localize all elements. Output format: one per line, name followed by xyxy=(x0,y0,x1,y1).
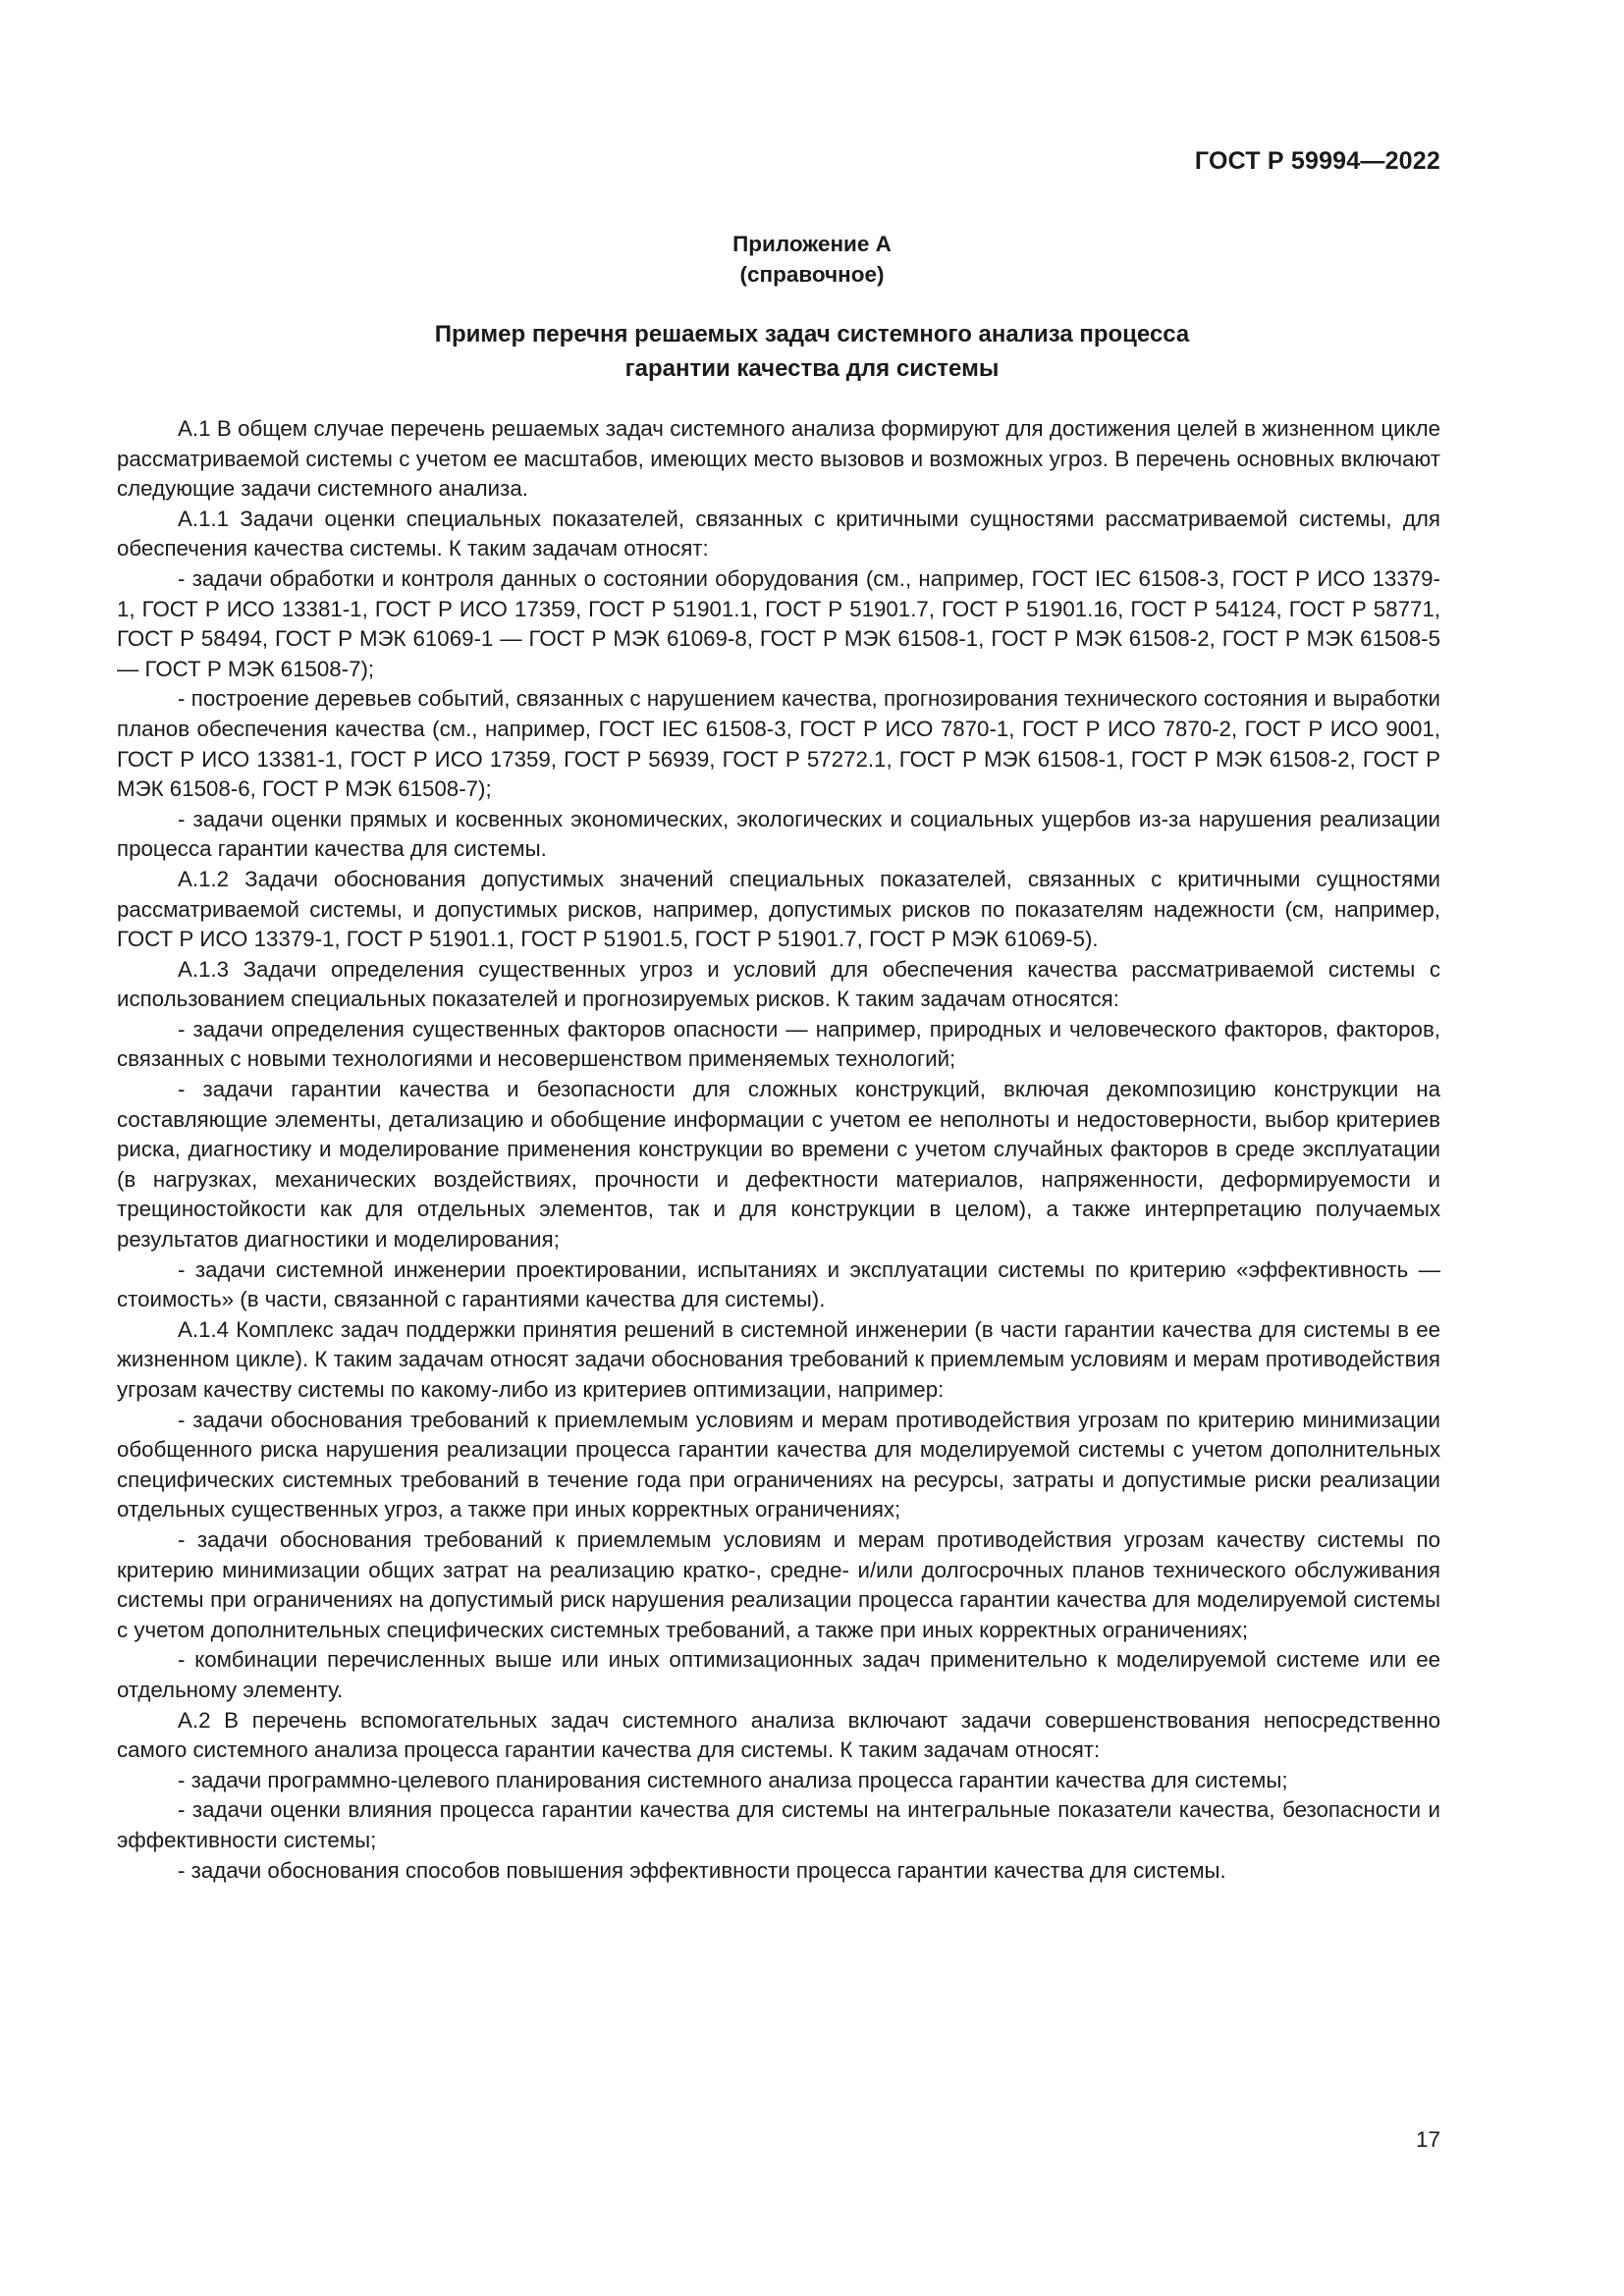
annex-title-line-2: гарантии качества для системы xyxy=(624,355,1000,382)
annex-title xyxy=(0,317,1624,386)
paragraph-a1-3: А.1.3 Задачи определения существенных угроз и условий для обеспечения качества рассматриваемой системы с использованием специальных показателей и прогнозируемых рисков. К таким задачам относятся: xyxy=(117,956,1440,1012)
list-item: - задачи гарантии качества и безопасности для сложных конструкций, включая декомпозицию конструкции на составляющие элементы, детализацию и обобщение информации с учетом ее неполноты и недостоверности, выбор критериев риска, диагностику и моделирование применения конструкции во времени с учетом случайных факторов в среде эксплуатации (в нагрузках, механических воздействиях, прочности и дефектности материалов, напряженности, деформируемости и трещиностойкости как для отдельных элементов, так и для конструкции в целом), а также интерпретацию получаемых результатов диагностики и моделирования; xyxy=(117,1077,1440,1253)
document-code: ГОСТ Р 59994—2022 xyxy=(1194,147,1440,175)
list-item: - построение деревьев событий, связанных с нарушением качества, прогнозирования технического состояния и выработки планов обеспечения качества (см., например, ГОСТ IEC 61508-3, ГОСТ Р ИСО 7870-1, ГОСТ Р ИСО 7870-2, ГОСТ Р ИСО 9001, ГОСТ Р ИСО 13381-1, ГОСТ Р ИСО 17359, ГОСТ Р 56939, ГОСТ Р 57272.1, ГОСТ Р МЭК 61508-1, ГОСТ Р МЭК 61508-2, ГОСТ Р МЭК 61508-6, ГОСТ Р МЭК 61508-7); xyxy=(117,686,1440,802)
list-item: - задачи обработки и контроля данных о состоянии оборудования (см., например, ГОСТ IEC 61508-3, ГОСТ Р ИСО 13379-1, ГОСТ Р ИСО 13381-1, ГОСТ Р ИСО 17359, ГОСТ Р 51901.1, ГОСТ Р 51901.7, ГОСТ Р 51901.16, ГОСТ Р 54124, ГОСТ Р 58771, ГОСТ Р 58494, ГОСТ Р МЭК 61069-1 — ГОСТ Р МЭК 61069-8, ГОСТ Р МЭК 61508-1, ГОСТ Р МЭК 61508-2, ГОСТ Р МЭК 61508-5 — ГОСТ Р МЭК 61508-7); xyxy=(117,565,1440,681)
annex-status: (справочное) xyxy=(739,262,885,287)
list-item: - задачи оценки прямых и косвенных экономических, экологических и социальных ущербов из-за нарушения реализации процесса гарантии качества для системы. xyxy=(117,806,1440,862)
list-item: - задачи обоснования требований к приемлемым условиям и мерам противодействия угрозам качеству системы по критерию минимизации общих затрат на реализацию кратко-, средне- и/или долгосрочных планов технического обслуживания системы при ограничениях на допустимый риск нарушения реализации процесса гарантии качества для моделируемой системы с учетом дополнительных специфических системных требований, а также при иных корректных ограничениях; xyxy=(117,1526,1440,1642)
list-item: - задачи программно-целевого планирования системного анализа процесса гарантии качества для системы; xyxy=(178,1767,1288,1792)
list-item: - задачи обоснования способов повышения эффективности процесса гарантии качества для системы. xyxy=(178,1857,1226,1883)
paragraph-a1-1: А.1.1 Задачи оценки специальных показателей, связанных с критичными сущностями рассматриваемой системы, для обеспечения качества системы. К таким задачам относят: xyxy=(117,506,1440,561)
list-item: - задачи определения существенных факторов опасности — например, природных и человеческого факторов, факторов, связанных с новыми технологиями и несовершенством применяемых технологий; xyxy=(117,1016,1440,1072)
document-body xyxy=(117,414,1440,1886)
list-item: - комбинации перечисленных выше или иных оптимизационных задач применительно к моделируемой системе или ее отдельному элементу. xyxy=(117,1647,1440,1702)
annex-title-line-1: Пример перечня решаемых задач системного анализа процесса xyxy=(434,321,1190,347)
list-item: - задачи обоснования требований к приемлемым условиям и мерам противодействия угрозам по критерию минимизации обобщенного риска нарушения реализации процесса гарантии качества для моделируемой системы с учетом дополнительных специфических системных требований в течение года при ограничениях на ресурсы, затраты и допустимые риски реализации отдельных существенных угроз, а также при иных корректных ограничениях; xyxy=(117,1407,1440,1522)
paragraph-a1-2: А.1.2 Задачи обоснования допустимых значений специальных показателей, связанных с критичными сущностями рассматриваемой системы, и допустимых рисков, например, допустимых рисков по показателям надежности (см, например, ГОСТ Р ИСО 13379-1, ГОСТ Р 51901.1, ГОСТ Р 51901.5, ГОСТ Р 51901.7, ГОСТ Р МЭК 61069-5). xyxy=(117,866,1440,952)
page-number: 17 xyxy=(1415,2127,1440,2152)
annex-label: Приложение А xyxy=(732,232,892,256)
paragraph-a1: А.1 В общем случае перечень решаемых задач системного анализа формируют для достижения целей в жизненном цикле рассматриваемой системы с учетом ее масштабов, имеющих место вызовов и возможных угроз. В перечень основных включают следующие задачи системного анализа. xyxy=(117,416,1440,502)
list-item: - задачи системной инженерии проектировании, испытаниях и эксплуатации системы по критерию «эффективность — стоимость» (в части, связанной с гарантиями качества для системы). xyxy=(117,1256,1440,1312)
list-item: - задачи оценки влияния процесса гарантии качества для системы на интегральные показатели качества, безопасности и эффективности системы; xyxy=(117,1797,1440,1852)
annex-heading xyxy=(0,229,1624,290)
paragraph-a2: А.2 В перечень вспомогательных задач системного анализа включают задачи совершенствования непосредственно самого системного анализа процесса гарантии качества для системы. К таким задачам относят: xyxy=(117,1707,1440,1763)
paragraph-a1-4: А.1.4 Комплекс задач поддержки принятия решений в системной инженерии (в части гарантии качества для системы в ее жизненном цикле). К таким задачам относят задачи обоснования требований к приемлемым условиям и мерам противодействия угрозам качеству системы по какому-либо из критериев оптимизации, например: xyxy=(117,1316,1440,1402)
